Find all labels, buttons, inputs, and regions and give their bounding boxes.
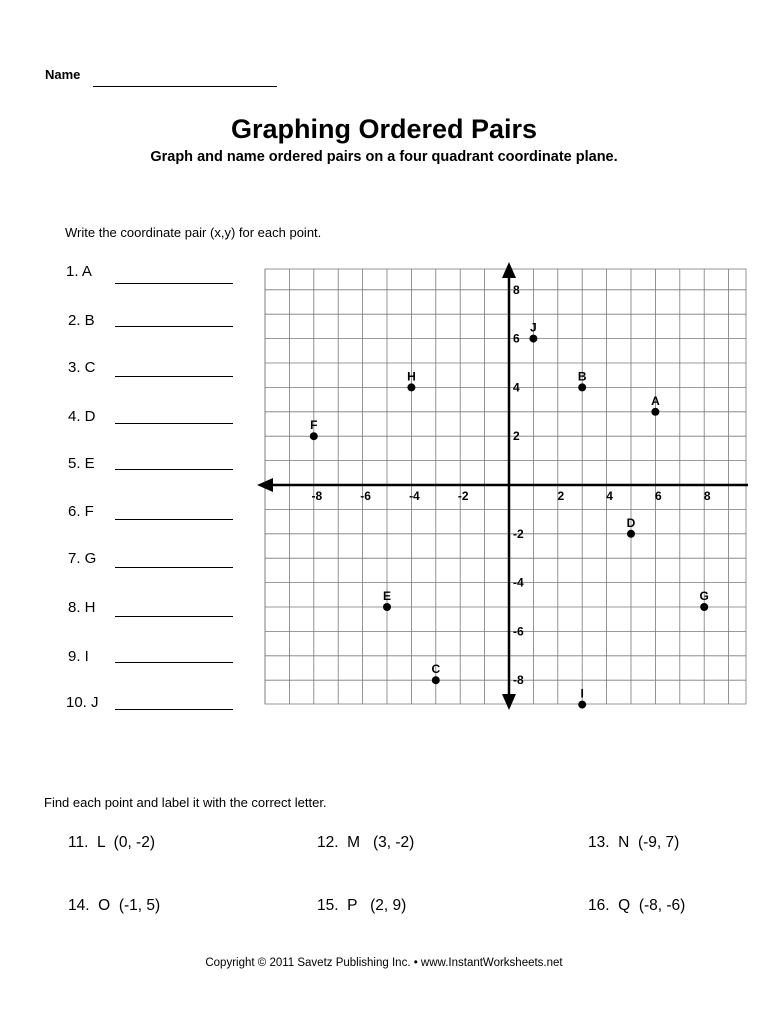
point-label-h: H — [407, 369, 416, 384]
x-tick-label: 8 — [703, 489, 711, 503]
plot-task-15: 15. P (2, 9) — [317, 897, 407, 914]
page-title: Graphing Ordered Pairs — [230, 114, 538, 144]
x-tick-label: 4 — [606, 489, 613, 503]
point-f — [310, 432, 318, 440]
y-tick-label: 8 — [513, 282, 520, 297]
grid-border — [265, 269, 746, 704]
point-label-f: F — [310, 418, 318, 433]
y-tick-label: -6 — [513, 624, 524, 639]
point-label-i: I — [580, 686, 584, 701]
point-label-d: D — [626, 515, 636, 530]
point-b — [578, 383, 586, 391]
part2-instruction: Find each point and label it with the correct letter. — [44, 795, 327, 810]
plot-task-14: 14. O (-1, 5) — [68, 897, 161, 914]
x-tick-label: -4 — [409, 489, 420, 503]
copyright-footer: Copyright © 2011 Savetz Publishing Inc. • www.InstantWorksheets.net — [205, 957, 563, 969]
question-6-label: 6. F — [68, 503, 94, 520]
question-7-label: 7. G — [68, 550, 97, 567]
question-2-label: 2. B — [68, 312, 95, 329]
y-tick-label: -4 — [513, 575, 524, 590]
question-1-label: 1. A — [66, 263, 92, 280]
question-9-label: 9. I — [68, 648, 89, 665]
point-label-g: G — [699, 589, 709, 603]
y-tick-label: -2 — [513, 526, 524, 541]
x-tick-label: -6 — [360, 489, 371, 503]
point-label-j: J — [530, 320, 537, 335]
plot-task-16: 16. Q (-8, -6) — [588, 897, 686, 914]
point-label-c: C — [431, 662, 441, 677]
point-label-b: B — [577, 369, 587, 384]
point-c — [432, 676, 440, 684]
x-tick-label: 2 — [557, 489, 565, 503]
y-axis-arrow-down — [502, 694, 516, 710]
plot-task-12: 12. M (3, -2) — [317, 834, 415, 851]
part1-instruction: Write the coordinate pair (x,y) for each point. — [65, 225, 322, 240]
x-tick-label: 6 — [655, 489, 662, 503]
grid — [265, 269, 746, 704]
axes — [257, 262, 748, 710]
point-d — [627, 530, 635, 538]
page-subtitle: Graph and name ordered pairs on a four quadrant coordinate plane. — [150, 149, 618, 165]
question-8-label: 8. H — [68, 599, 96, 616]
question-5-label: 5. E — [68, 455, 95, 472]
y-tick-label: 2 — [513, 429, 520, 444]
question-3-label: 3. C — [68, 359, 96, 376]
question-10-label: 10. J — [66, 694, 99, 711]
y-axis-arrow-up — [502, 262, 516, 278]
plot-task-13: 13. N (-9, 7) — [588, 834, 680, 851]
y-tick-label: 6 — [513, 331, 520, 346]
question-4-label: 4. D — [68, 408, 96, 425]
name-label: Name — [45, 67, 81, 82]
point-e — [383, 603, 391, 611]
point-i — [578, 701, 586, 709]
x-tick-label: -8 — [311, 489, 323, 503]
point-label-e: E — [382, 589, 392, 603]
y-tick-label: 4 — [513, 380, 520, 395]
y-tick-label: -8 — [513, 673, 524, 688]
x-tick-label: -2 — [457, 489, 469, 503]
point-h — [407, 383, 415, 391]
point-j — [529, 335, 537, 343]
point-g — [700, 603, 708, 611]
point-label-a: A — [651, 393, 660, 408]
point-a — [651, 408, 659, 416]
plot-task-11: 11. L (0, -2) — [68, 834, 156, 851]
